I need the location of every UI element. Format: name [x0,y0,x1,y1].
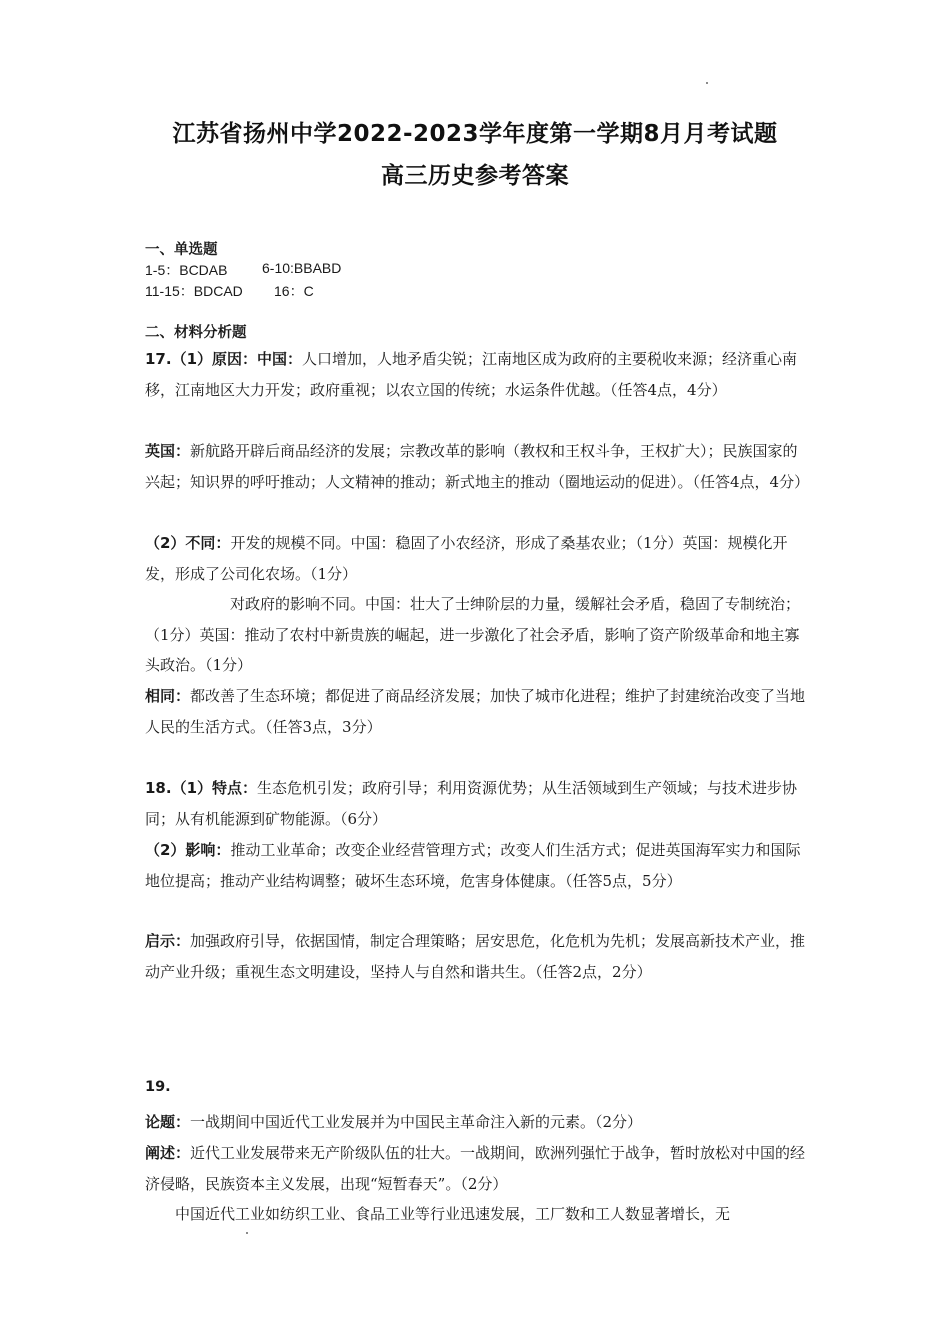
document-title: 江苏省扬州中学2022-2023学年度第一学期8月月考试题 [172,121,778,147]
q17-britain-text: 新航路开辟后商品经济的发展；宗教改革的影响（教权和王权斗争，王权扩大）；民族国家的兴起；知识界的呼吁推动；人文精神的推动；新式地主的推动（圈地运动的促进）。（任答4点，4分） [145,442,810,491]
scan-speck [246,1232,248,1234]
document-subtitle: 高三历史参考答案 [381,163,569,189]
q19-thesis [145,1107,810,1138]
q18-part1-label: 18.（1）特点： [145,779,258,797]
q19-thesis-text: 一战期间中国近代工业发展并为中国民主革命注入新的元素。（2分） [190,1113,643,1131]
q18-enlightenment [145,926,810,987]
q19-continuation [145,1199,810,1230]
q19-elaboration-text: 近代工业发展带来无产阶级队伍的壮大。一战期间，欧洲列强忙于战争，暂时放松对中国的经济侵略，民族资本主义发展，出现“短暂春天”。（2分） [145,1144,806,1193]
q17-part1-text: 人口增加，人地矛盾尖锐；江南地区成为政府的主要税收来源；经济重心南移，江南地区大力开发；政府重视；以农立国的传统；水运条件优越。（任答4点，4分） [145,350,798,399]
scan-speck [706,82,708,84]
answer-range: 11-15：BDCAD [145,283,243,299]
q19-thesis-label: 论题： [145,1113,191,1131]
q18-enlightenment-label: 启示： [145,932,191,950]
q17-part2-text: 开发的规模不同。中国：稳固了小农经济，形成了桑基农业；（1分）英国：规模化开发，形成了公司化农场。（1分） [145,534,788,583]
q17-government-text: 对政府的影响不同。中国：壮大了士绅阶层的力量，缓解社会矛盾，稳固了专制统治；（1分）英国：推动了农村中新贵族的崛起，进一步激化了社会矛盾，影响了资产阶级革命和地主寡头政治。（1分） [145,595,801,674]
q18-part1-features [145,773,810,834]
section-heading-single-choice: 一、单选题 [145,242,218,258]
q19-number: 19. [145,1079,171,1095]
q17-part2-label: （2）不同： [145,534,231,552]
answer-range: 6-10:BBABD [262,260,342,276]
q17-similarities-label: 相同： [145,687,191,705]
q17-part2-difference-government [145,589,810,681]
q18-part1-text: 生态危机引发；政府引导；利用资源优势；从生活领域到生产领域；与技术进步协同；从有机能源到矿物能源。（6分） [145,779,798,828]
q18-part2-label: （2）影响： [145,841,231,859]
q17-part1-britain [145,436,810,497]
q18-part2-text: 推动工业革命；改变企业经营管理方式；改变人们生活方式；促进英国海军实力和国际地位提高；推动产业结构调整；破坏生态环境，危害身体健康。（任答5点，5分） [145,841,801,890]
q18-part2-impact [145,835,810,896]
answer-range: 1-5：BCDAB [145,262,228,278]
answer-range: 16：C [274,283,314,299]
q17-part1-china [145,344,810,405]
q17-similarities [145,681,810,742]
q17-part2-difference-scale [145,528,810,589]
q19-elaboration-label: 阐述： [145,1144,191,1162]
section-heading-material-analysis: 二、材料分析题 [145,325,247,341]
q19-elaboration [145,1138,810,1199]
q17-britain-label: 英国： [145,442,191,460]
q17-part1-label: 17.（1）原因：中国： [145,350,303,368]
q19-continuation-text: 中国近代工业如纺织工业、食品工业等行业迅速发展，工厂数和工人数显著增长，无 [175,1205,731,1223]
q17-similarities-text: 都改善了生态环境；都促进了商品经济发展；加快了城市化进程；维护了封建统治改变了当地人民的生活方式。（任答3点，3分） [145,687,806,736]
q18-enlightenment-text: 加强政府引导，依据国情，制定合理策略；居安思危，化危机为先机；发展高新技术产业，推动产业升级；重视生态文明建设，坚持人与自然和谐共生。（任答2点，2分） [145,932,806,981]
